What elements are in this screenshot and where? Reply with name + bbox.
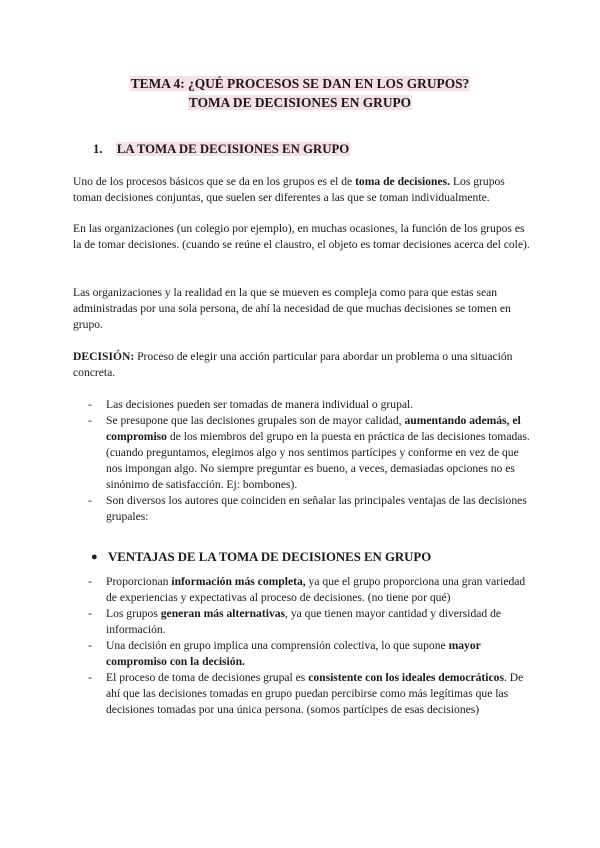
definition-term: DECISIÓN: xyxy=(73,350,135,363)
paragraph-1-bold: toma de decisiones. xyxy=(355,175,451,188)
list-item-text xyxy=(106,413,530,493)
title-line-2: TOMA DE DECISIONES EN GRUPO xyxy=(188,95,412,110)
paragraph-2: En las organizaciones (un colegio por ejemplo), en muchas ocasiones, la función de los grupos es la de tomar decisiones. (cuando se reúne el claustro, el objeto es tomar decisiones acerca del cole). xyxy=(73,222,530,251)
list-item xyxy=(90,574,530,606)
title-line-1: TEMA 4: ¿QUÉ PROCESOS SE DAN EN LOS GRUPOS? xyxy=(130,76,470,91)
dash-marker: - xyxy=(88,639,92,652)
list-item-bold: generan más alternativas xyxy=(160,607,286,620)
list-item-text-b: de los miembros del grupo en la puesta en práctica de las decisiones tomadas. (cuando preguntamos, elegimos algo y nos sentimos partícipes y conforme en vez de que nos impongan algo. No siempre preguntar es bueno, a veces, demasiadas opciones no es sinónimo de satisfacción. Ej: bombones). xyxy=(106,430,530,491)
list-item xyxy=(90,493,530,525)
paragraph-3: Las organizaciones y la realidad en la que se mueven es compleja como para que estas sean administradas por una sola persona, de ahí la necesidad de que muchas decisiones se tomen en grupo. xyxy=(73,286,511,331)
list-item-bold: aumentando además, el compromiso xyxy=(106,414,521,443)
list-item-text: Son diversos los autores que coinciden en señalar las principales ventajas de las decisiones grupales: xyxy=(106,494,527,523)
paragraph-1 xyxy=(73,174,533,206)
section-2-heading: VENTAJAS DE LA TOMA DE DECISIONES EN GRUPO xyxy=(108,550,432,564)
list-item xyxy=(90,638,530,670)
list-item-text-a: Proporcionan xyxy=(106,575,172,588)
list-item-text-a: Los grupos xyxy=(106,607,161,620)
list-item-text xyxy=(106,606,530,638)
definition-paragraph xyxy=(73,349,533,381)
list-item-bold: mayor compromiso con la decisión. xyxy=(106,639,481,668)
list-item-text xyxy=(106,574,530,606)
list-item-text xyxy=(106,638,530,670)
bullet-icon: ● xyxy=(91,551,98,563)
dash-marker: - xyxy=(88,494,92,507)
list-item xyxy=(90,413,530,493)
paragraph-1-text-a: Uno de los procesos básicos que se da en los grupos es el de xyxy=(73,175,356,188)
list-item-text-a: Una decisión en grupo implica una comprensión colectiva, lo que supone xyxy=(106,639,449,652)
list-item-bold: información más completa, xyxy=(171,575,306,588)
dash-marker: - xyxy=(88,607,92,620)
list-item-text-b: . De ahí que las decisiones tomadas en grupo puedan percibirse como más legítimas que las decisiones tomadas por una única persona. (somos partícipes de esas decisiones) xyxy=(106,671,524,716)
list-item-text-a: El proceso de toma de decisiones grupal es xyxy=(106,671,309,684)
section-1-heading xyxy=(93,141,350,157)
list-item-text-b: ya que el grupo proporciona una gran variedad de experiencias y expectativas al proceso de decisiones. (no tiene por qué) xyxy=(106,575,526,604)
list-item-text: Las decisiones pueden ser tomadas de manera individual o grupal. xyxy=(106,398,414,411)
dash-marker: - xyxy=(88,575,92,588)
section-1-title: LA TOMA DE DECISIONES EN GRUPO xyxy=(116,142,350,156)
dash-marker: - xyxy=(88,414,92,427)
paragraph-1-text-b: Los grupos toman decisiones conjuntas, que suelen ser diferentes a las que se toman individualmente. xyxy=(73,175,505,204)
page-title xyxy=(0,74,600,112)
list-item-text-a: Se presupone que las decisiones grupales son de mayor calidad, xyxy=(106,414,405,427)
list-item xyxy=(90,397,530,413)
definition-text: Proceso de elegir una acción particular para abordar un problema o una situación concreta. xyxy=(73,350,513,379)
list-item-bold: consistente con los ideales democráticos xyxy=(308,671,504,684)
section-1-number: 1. xyxy=(93,142,103,156)
list-item-text xyxy=(106,670,530,718)
list-item xyxy=(90,606,530,638)
dash-marker: - xyxy=(88,398,92,411)
dash-marker: - xyxy=(88,671,92,684)
list-item-text-b: , ya que tienen mayor cantidad y diversidad de información. xyxy=(106,607,502,636)
list-item xyxy=(90,670,530,718)
